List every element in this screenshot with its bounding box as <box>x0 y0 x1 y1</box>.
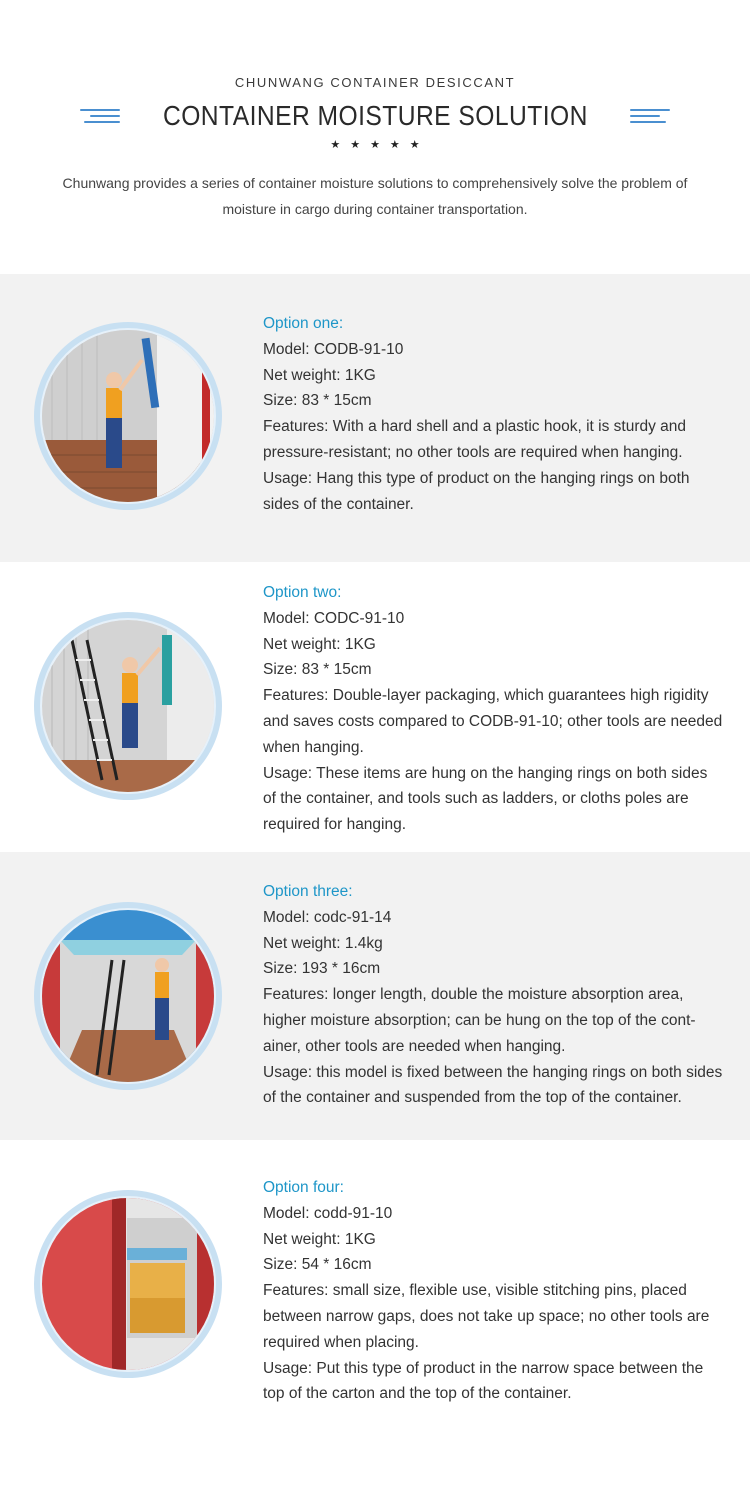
option-three-details <box>263 879 723 1111</box>
size-text: Size: 193 * 16cm <box>263 960 381 978</box>
option-four-section <box>0 1140 750 1488</box>
size-text: Size: 83 * 15cm <box>263 661 372 679</box>
option-title: Option one: <box>263 315 344 332</box>
intro-paragraph: Chunwang provides a series of container moisture solutions to comprehensively solve the problem of moisture in cargo during container transportation. <box>62 175 688 217</box>
cartons-in-container-icon <box>42 1198 214 1370</box>
weight-text: Net weight: 1KG <box>263 366 376 384</box>
worker-hanging-desiccant-icon <box>42 330 214 502</box>
option-four-illustration <box>34 1190 222 1378</box>
model-text: Model: codd-91-10 <box>263 1204 393 1222</box>
model-text: Model: codc-91-14 <box>263 908 392 926</box>
size-text: Size: 54 * 16cm <box>263 1256 372 1274</box>
weight-text: Net weight: 1.4kg <box>263 934 383 952</box>
option-two-illustration <box>34 612 222 800</box>
option-title: Option two: <box>263 584 342 601</box>
option-one-section <box>0 274 750 562</box>
star-rating-icon: ★★★★★ <box>330 139 430 151</box>
weight-text: Net weight: 1KG <box>263 635 376 653</box>
option-title: Option four: <box>263 1179 344 1196</box>
worker-on-ladder-icon <box>42 620 214 792</box>
features-text: Features: longer length, double the moisture absorption area, higher moisture absorption; can be hung on the top of the cont-ainer, other tools are needed when hanging. <box>263 986 696 1055</box>
option-one-illustration <box>34 322 222 510</box>
option-two-details <box>263 580 723 838</box>
container-top-hanging-icon <box>42 910 214 1082</box>
features-text: Features: With a hard shell and a plastic hook, it is sturdy and pressure-resistant; no other tools are required when hanging. <box>263 418 687 461</box>
header-section <box>0 0 750 274</box>
option-four-details <box>263 1175 723 1407</box>
option-two-section <box>0 562 750 852</box>
model-text: Model: CODC-91-10 <box>263 609 405 627</box>
option-one-details <box>263 311 723 517</box>
usage-text: Usage: this model is fixed between the hanging rings on both sides of the container and suspended from the top of the container. <box>263 1063 723 1107</box>
option-three-section <box>0 852 750 1140</box>
size-text: Size: 83 * 15cm <box>263 392 372 410</box>
option-three-illustration <box>34 902 222 1090</box>
option-title: Option three: <box>263 883 353 900</box>
usage-text: Usage: Put this type of product in the narrow space between the top of the carton and the top of the container. <box>263 1359 704 1403</box>
title-row <box>0 98 750 134</box>
features-text: Features: Double-layer packaging, which guarantees high rigidity and saves costs compared to CODB-91-10; other tools are needed when hanging. <box>263 687 723 756</box>
left-lines-decoration-icon <box>80 104 120 128</box>
eyebrow-text: CHUNWANG CONTAINER DESICCANT <box>234 75 516 90</box>
weight-text: Net weight: 1KG <box>263 1230 376 1248</box>
right-lines-decoration-icon <box>630 104 670 128</box>
usage-text: Usage: Hang this type of product on the hanging rings on both sides of the container. <box>263 469 690 513</box>
features-text: Features: small size, flexible use, visible stitching pins, placed between narrow gaps, does not take up space; no other tools are required when placing. <box>263 1282 710 1351</box>
page-title: CONTAINER MOISTURE SOLUTION <box>162 100 588 131</box>
usage-text: Usage: These items are hung on the hanging rings on both sides of the container, and tools such as ladders, or cloths poles are required for hanging. <box>263 764 708 834</box>
model-text: Model: CODB-91-10 <box>263 340 404 358</box>
